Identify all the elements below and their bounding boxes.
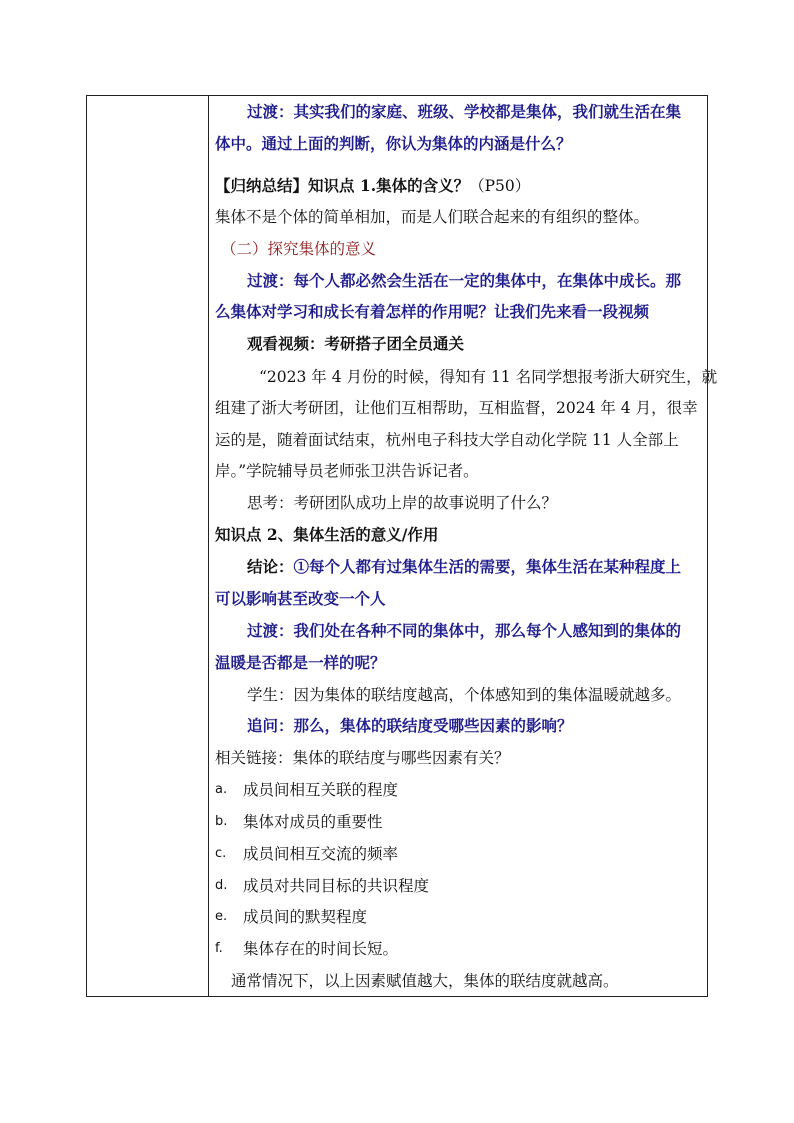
closing-statement: 通常情况下，以上因素赋值越大，集体的联结度就越高。	[231, 972, 619, 990]
think-question: 思考：考研团队成功上岸的故事说明了什么？	[247, 494, 558, 512]
transition1-line1: 过渡：其实我们的家庭、班级、学校都是集体，我们就生活在集	[247, 102, 682, 121]
quote-line3: 运的是，随着面试结束，杭州电子科技大学自动化学院 11 人全部上	[215, 431, 679, 449]
section2-title: （二）探究集体的意义	[221, 240, 377, 258]
related-link-intro: 相关链接：集体的联结度与哪些因素有关？	[215, 749, 510, 767]
column-divider	[208, 96, 209, 996]
summary-bracket: 【归纳总结】	[215, 176, 309, 195]
transition3-line1: 过渡：我们处在各种不同的集体中，那么每个人感知到的集体的	[247, 621, 682, 640]
video-line: 观看视频：考研搭子团全员通关	[247, 334, 465, 353]
list-text: 成员间相互关联的程度	[243, 781, 399, 799]
list-text: 成员间相互交流的频率	[243, 845, 399, 863]
conclusion-line2: 可以影响甚至改变一个人	[215, 589, 386, 608]
transition3-line2: 温暖是否都是一样的呢？	[215, 653, 386, 672]
summary-heading	[215, 177, 530, 195]
quote-line4: 岸。”学院辅导员老师张卫洪告诉记者。	[215, 462, 479, 480]
quote-line1: “2023 年 4 月份的时候，得知有 11 名同学想报考浙大研究生，就	[259, 368, 718, 386]
lesson-content-cell	[215, 0, 718, 1123]
transition1-line2: 体中。通过上面的判断，你认为集体的内涵是什么？	[215, 134, 572, 153]
list-text: 成员对共同目标的共识程度	[243, 877, 430, 895]
followup-question: 追问：那么，集体的联结度受哪些因素的影响？	[247, 716, 573, 735]
list-text: 集体存在的时间长短。	[243, 940, 399, 958]
knowledge-point-1: 知识点 1.集体的含义？	[308, 176, 470, 195]
list-letter: b.	[215, 814, 228, 829]
knowledge-point-2: 知识点 2、集体生活的意义/作用	[215, 525, 439, 544]
transition2-line2: 么集体对学习和成长有着怎样的作用呢？让我们先来看一段视频	[215, 302, 650, 321]
list-letter: d.	[215, 878, 228, 893]
quote-line2: 组建了浙大考研团，让他们互相帮助，互相监督，2024 年 4 月，很幸	[215, 399, 698, 417]
page-reference: （P50）	[469, 177, 531, 195]
list-letter: f.	[215, 941, 223, 956]
list-text: 成员间的默契程度	[243, 908, 368, 926]
conclusion-line1: 结论：①每个人都有过集体生活的需要，集体生活在某种程度上	[247, 557, 682, 576]
list-letter: c.	[215, 846, 227, 861]
transition2-line1: 过渡：每个人都必然会生活在一定的集体中，在集体中成长。那	[247, 271, 682, 290]
list-letter: e.	[215, 909, 228, 924]
list-text: 集体对成员的重要性	[243, 813, 383, 831]
summary-answer: 集体不是个体的简单相加，而是人们联合起来的有组织的整体。	[215, 208, 650, 226]
list-letter: a.	[215, 782, 228, 797]
student-answer: 学生：因为集体的联结度越高，个体感知到的集体温暖就越多。	[247, 686, 682, 704]
